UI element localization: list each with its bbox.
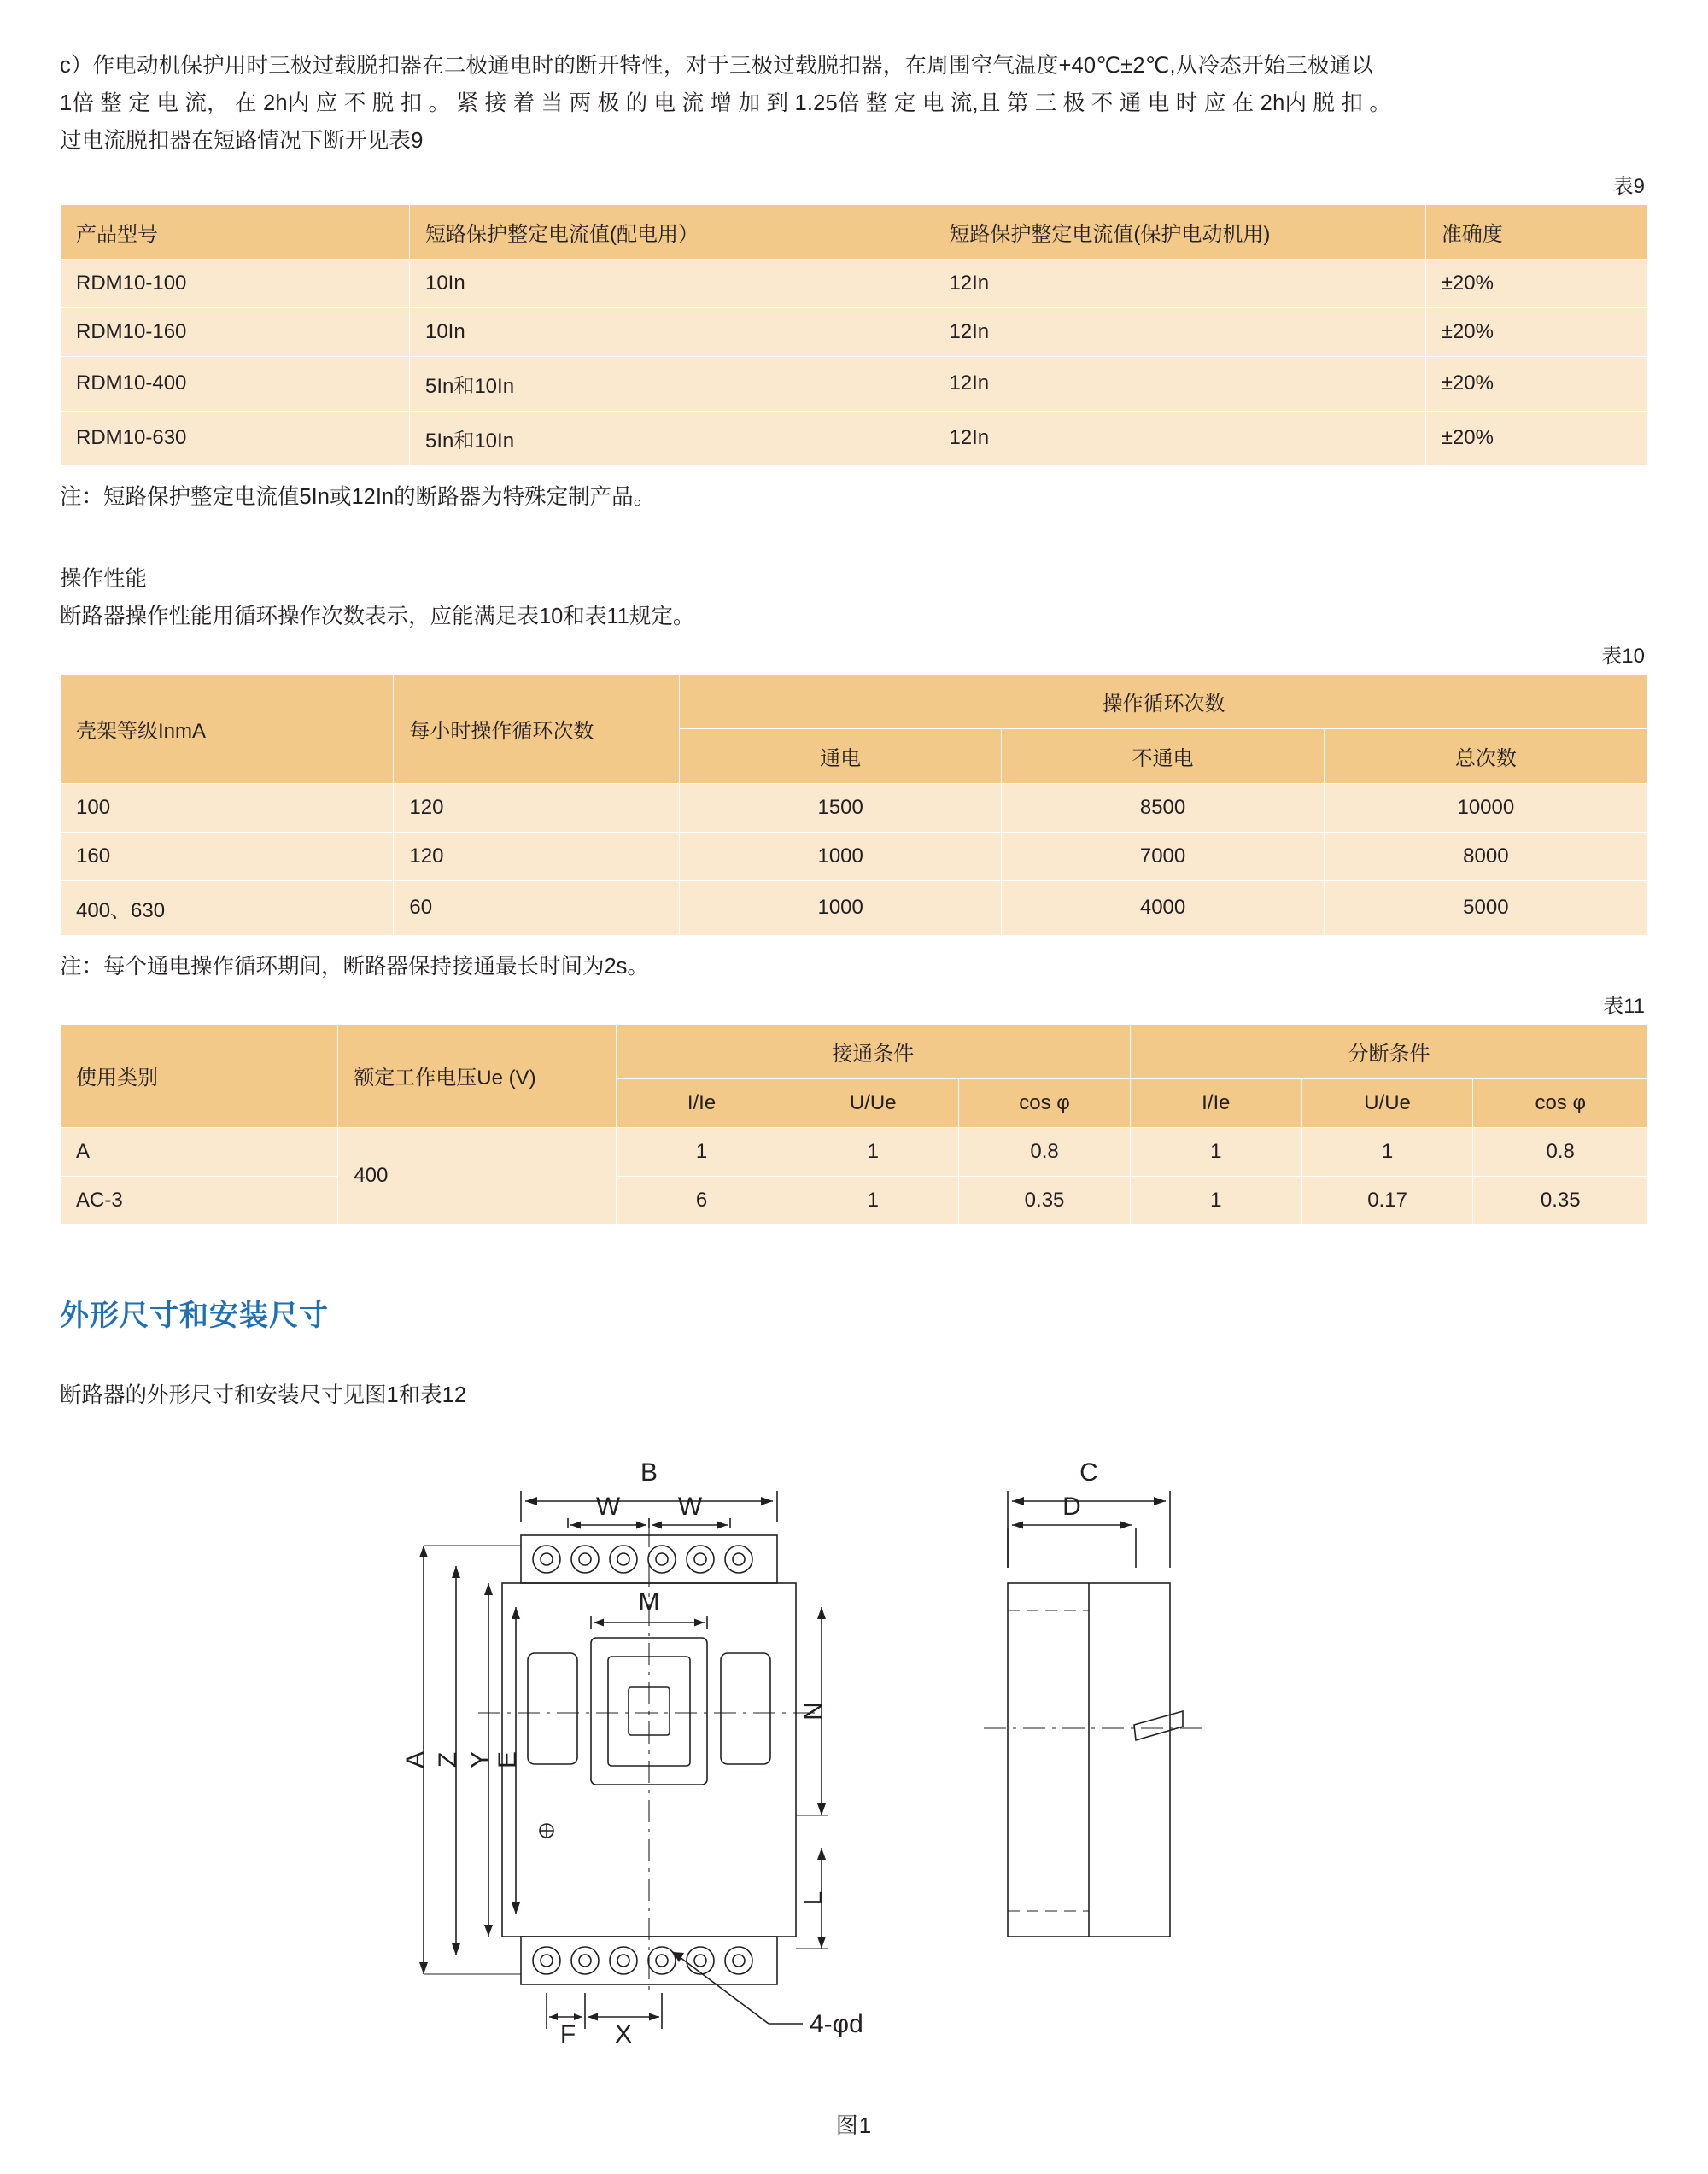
- table11-r1-c1: 6: [616, 1176, 787, 1224]
- table9-caption: 表9: [1612, 174, 1645, 198]
- table9-header-row: [61, 204, 1648, 259]
- table-row: [61, 832, 1648, 880]
- table9-r0-c1: 10In: [409, 259, 933, 307]
- table11-r1-c5: 0.17: [1301, 1176, 1473, 1224]
- table11-group-on: 接通条件: [616, 1024, 1130, 1078]
- figure-1: [60, 1440, 1648, 2140]
- table10-subheader-0: 通电: [679, 728, 1001, 783]
- table9-r2-c1: 5In和10In: [409, 356, 933, 411]
- label-C: C: [1079, 1458, 1098, 1487]
- table11-group-off: 分断条件: [1130, 1024, 1647, 1078]
- table11-r1-c0: AC-3: [61, 1176, 338, 1224]
- table10: [60, 674, 1648, 936]
- table11-r1-c2: 1: [787, 1176, 959, 1224]
- dimensions-desc: 断路器的外形尺寸和安装尺寸见图1和表12: [60, 1382, 467, 1407]
- table10-r2-c3: 4000: [1002, 880, 1324, 935]
- page-title: 外形尺寸和安装尺寸: [60, 1299, 329, 1332]
- label-N: N: [799, 1701, 828, 1721]
- table11-subheader-4: U/Ue: [1301, 1078, 1473, 1127]
- operation-desc: 断路器操作性能用循环操作次数表示，应能满足表10和表11规定。: [60, 604, 695, 628]
- table9-r0-c3: ±20%: [1425, 259, 1647, 307]
- table9-r2-c2: 12In: [933, 356, 1425, 411]
- table10-subheader-2: 总次数: [1324, 728, 1647, 783]
- label-B: B: [640, 1458, 658, 1487]
- table9-note: 注：短路保护整定电流值5In或12In的断路器为特殊定制产品。: [60, 484, 656, 509]
- table10-r2-c1: 60: [394, 880, 680, 935]
- table10-caption: 表10: [1601, 644, 1645, 668]
- table11-r0-c5: 1: [1301, 1127, 1473, 1176]
- intro-paragraph: [60, 48, 1648, 161]
- table11-r0-c0: A: [61, 1127, 338, 1176]
- figure-caption: 图1: [835, 2112, 873, 2138]
- intro-line-2: 1倍 整 定 电 流， 在 2h内 应 不 脱 扣 。 紧 接 着 当 两 极 的 电 流 增 加 到 1.25倍 整 定 电 流,且 第 三 极 不 通 电 时 应 在 2h内 脱 扣 。: [60, 91, 1392, 115]
- intro-line-3: 过电流脱扣器在短路情况下断开见表9: [60, 128, 424, 153]
- table11-subheader-2: cos φ: [959, 1078, 1131, 1127]
- table-row: [61, 783, 1648, 832]
- table11-subheader-0: I/Ie: [616, 1078, 787, 1127]
- table10-r1-c0: 160: [61, 832, 394, 880]
- table11-caption: 表11: [1603, 994, 1645, 1018]
- breaker-outline-drawing: [171, 1440, 1537, 2089]
- table11-subheader-1: U/Ue: [787, 1078, 959, 1127]
- table9-header-1: 短路保护整定电流值(配电用）: [409, 204, 933, 259]
- table9-r1-c3: ±20%: [1425, 307, 1647, 356]
- table9-r3-c2: 12In: [933, 411, 1425, 465]
- table9-r1-c0: RDM10-160: [61, 307, 410, 356]
- table11-subheader-5: cos φ: [1473, 1078, 1648, 1127]
- table9-r3-c3: ±20%: [1425, 411, 1647, 465]
- table11-r0-c1: 1: [616, 1127, 787, 1176]
- table9-r3-c1: 5In和10In: [409, 411, 933, 465]
- label-D: D: [1062, 1492, 1081, 1521]
- table-row: [61, 1176, 1648, 1224]
- table11: [60, 1024, 1648, 1225]
- table9-header-0: 产品型号: [61, 204, 410, 259]
- table-row: [61, 307, 1648, 356]
- table9-r2-c3: ±20%: [1425, 356, 1647, 411]
- table9-r0-c0: RDM10-100: [61, 259, 410, 307]
- table9-header-3: 准确度: [1425, 204, 1647, 259]
- table11-subheader-3: I/Ie: [1130, 1078, 1301, 1127]
- label-Y: Y: [466, 1750, 494, 1768]
- table11-header-col1: 使用类别: [61, 1024, 338, 1127]
- table11-r1-c3: 0.35: [959, 1176, 1131, 1224]
- table9-r0-c2: 12In: [933, 259, 1425, 307]
- table11-r1-c4: 1: [1130, 1176, 1301, 1224]
- table10-r1-c2: 1000: [679, 832, 1001, 880]
- label-W-right: W: [677, 1492, 703, 1521]
- table-row: [61, 1127, 1648, 1176]
- table10-r2-c0: 400、630: [61, 880, 394, 935]
- label-F: F: [559, 2019, 576, 2048]
- table10-r0-c0: 100: [61, 783, 394, 832]
- label-W-left: W: [595, 1492, 621, 1521]
- table10-header-row-1: [61, 674, 1648, 728]
- table10-r0-c3: 8500: [1002, 783, 1324, 832]
- table10-r0-c2: 1500: [679, 783, 1001, 832]
- table10-note: 注：每个通电操作循环期间，断路器保持接通最长时间为2s。: [60, 954, 649, 979]
- table-row: [61, 880, 1648, 935]
- table11-r0-c4: 1: [1130, 1127, 1301, 1176]
- table10-header-col1: 壳架等级InmA: [61, 674, 394, 783]
- table-row: [61, 356, 1648, 411]
- table10-r2-c2: 1000: [679, 880, 1001, 935]
- table10-r0-c1: 120: [394, 783, 680, 832]
- table11-r0-c6: 0.8: [1473, 1127, 1648, 1176]
- table10-r2-c4: 5000: [1324, 880, 1647, 935]
- table11-header-col2: 额定工作电压Ue (V): [338, 1024, 616, 1127]
- table11-voltage: 400: [338, 1127, 616, 1224]
- label-hole: 4-φd: [810, 2009, 863, 2038]
- intro-line-1: c）作电动机保护用时三极过载脱扣器在二极通电时的断开特性，对于三极过载脱扣器，在周围空气温度+40℃±2℃,从冷态开始三极通以: [60, 54, 1374, 78]
- table10-r1-c3: 7000: [1002, 832, 1324, 880]
- table9-header-2: 短路保护整定电流值(保护电动机用): [933, 204, 1425, 259]
- table-row: [61, 259, 1648, 307]
- table11-r0-c2: 1: [787, 1127, 959, 1176]
- label-A: A: [401, 1750, 430, 1768]
- table9: [60, 204, 1648, 466]
- table10-r0-c4: 10000: [1324, 783, 1647, 832]
- table10-header-group: 操作循环次数: [679, 674, 1647, 728]
- table10-r1-c1: 120: [394, 832, 680, 880]
- label-E: E: [494, 1750, 522, 1768]
- table-row: [61, 411, 1648, 465]
- label-X: X: [614, 2019, 633, 2048]
- table11-r1-c6: 0.35: [1473, 1176, 1648, 1224]
- table9-r2-c0: RDM10-400: [61, 356, 410, 411]
- label-Z: Z: [434, 1751, 462, 1768]
- table10-subheader-1: 不通电: [1002, 728, 1324, 783]
- table11-header-row-1: [61, 1024, 1648, 1078]
- table9-r1-c1: 10In: [409, 307, 933, 356]
- table10-header-col2: 每小时操作循环次数: [394, 674, 680, 783]
- table10-r1-c4: 8000: [1324, 832, 1647, 880]
- label-M: M: [638, 1587, 660, 1616]
- operation-heading: 操作性能: [60, 566, 148, 591]
- table9-r1-c2: 12In: [933, 307, 1425, 356]
- label-L: L: [799, 1891, 828, 1905]
- table11-r0-c3: 0.8: [959, 1127, 1131, 1176]
- table9-r3-c0: RDM10-630: [61, 411, 410, 465]
